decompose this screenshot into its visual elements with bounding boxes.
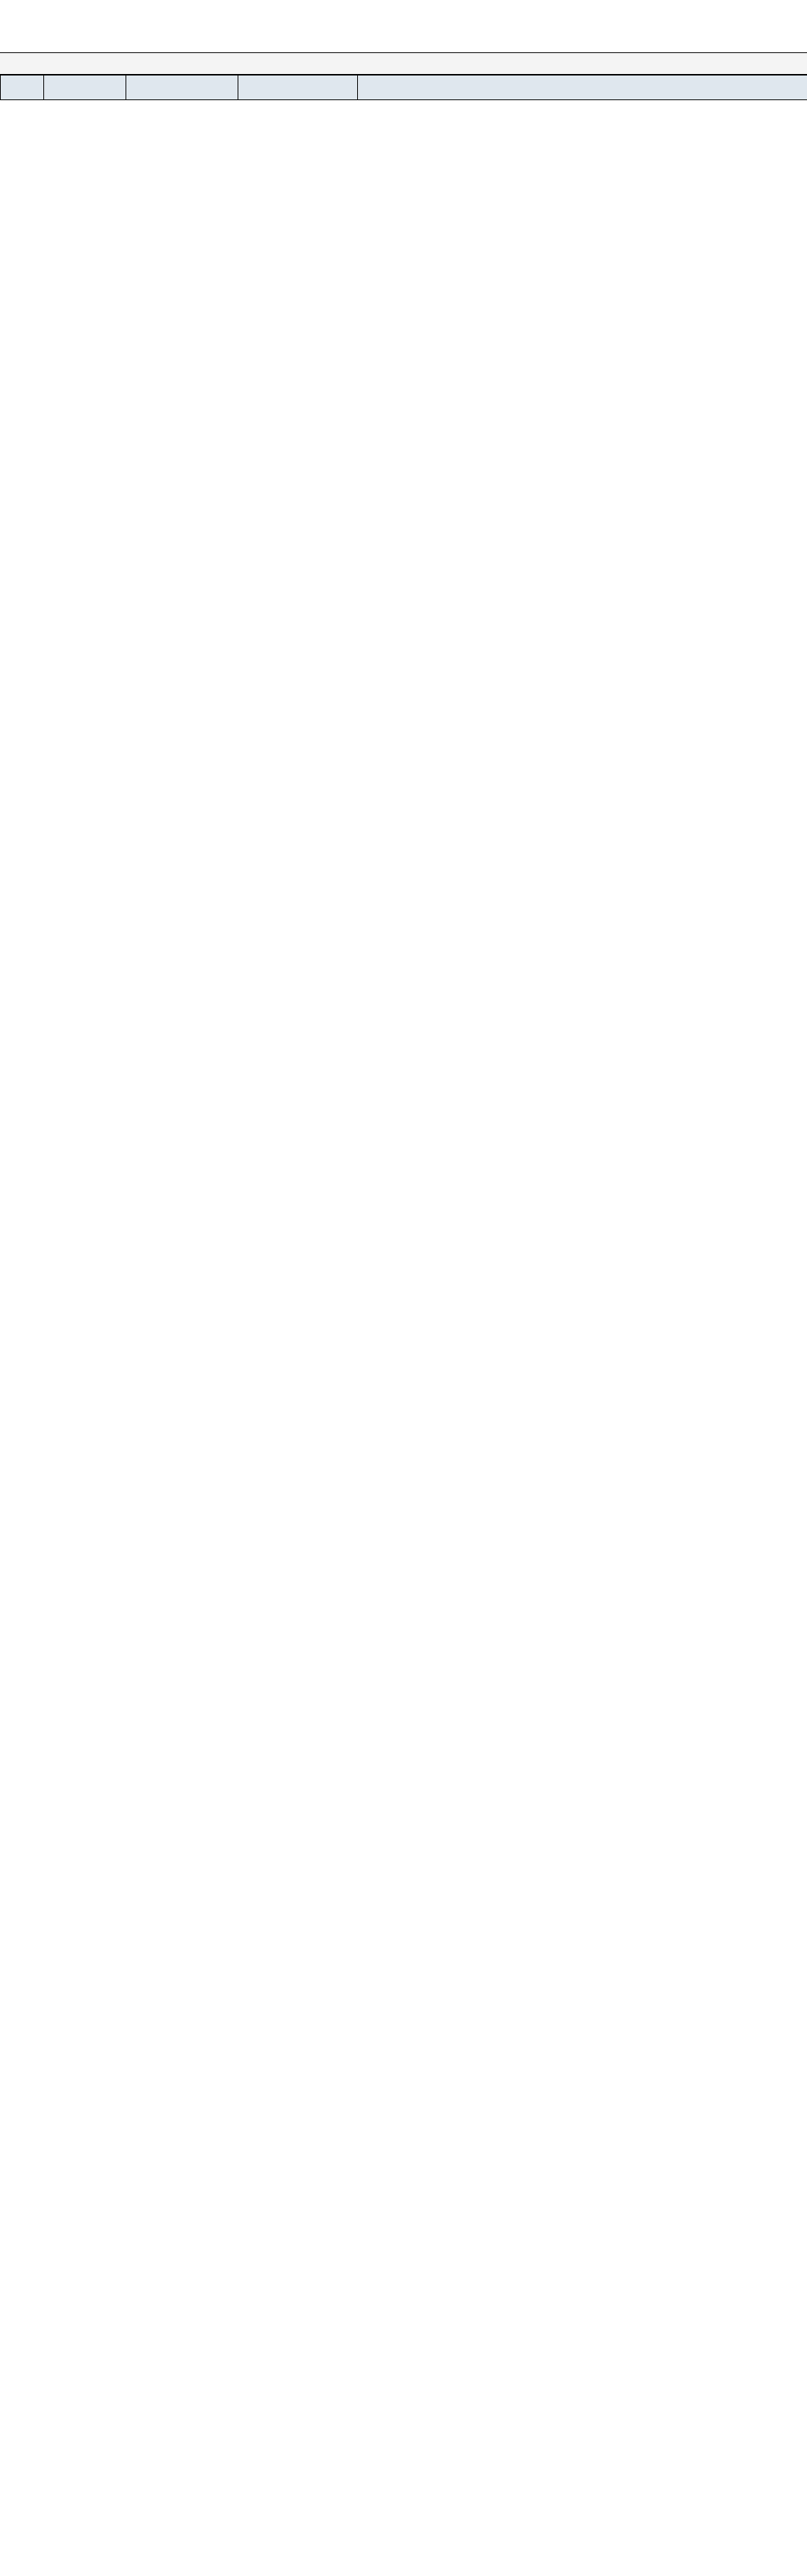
traffic-sheet: [0, 75, 807, 100]
header-road: [126, 76, 238, 100]
traffic-table: [0, 75, 807, 100]
header-segment: [238, 76, 358, 100]
header-category: [44, 76, 126, 100]
header-info: [358, 76, 807, 100]
report-bar: [0, 52, 807, 75]
table-header-row: [1, 76, 807, 100]
header-no: [1, 76, 44, 100]
page-title: [0, 0, 807, 52]
